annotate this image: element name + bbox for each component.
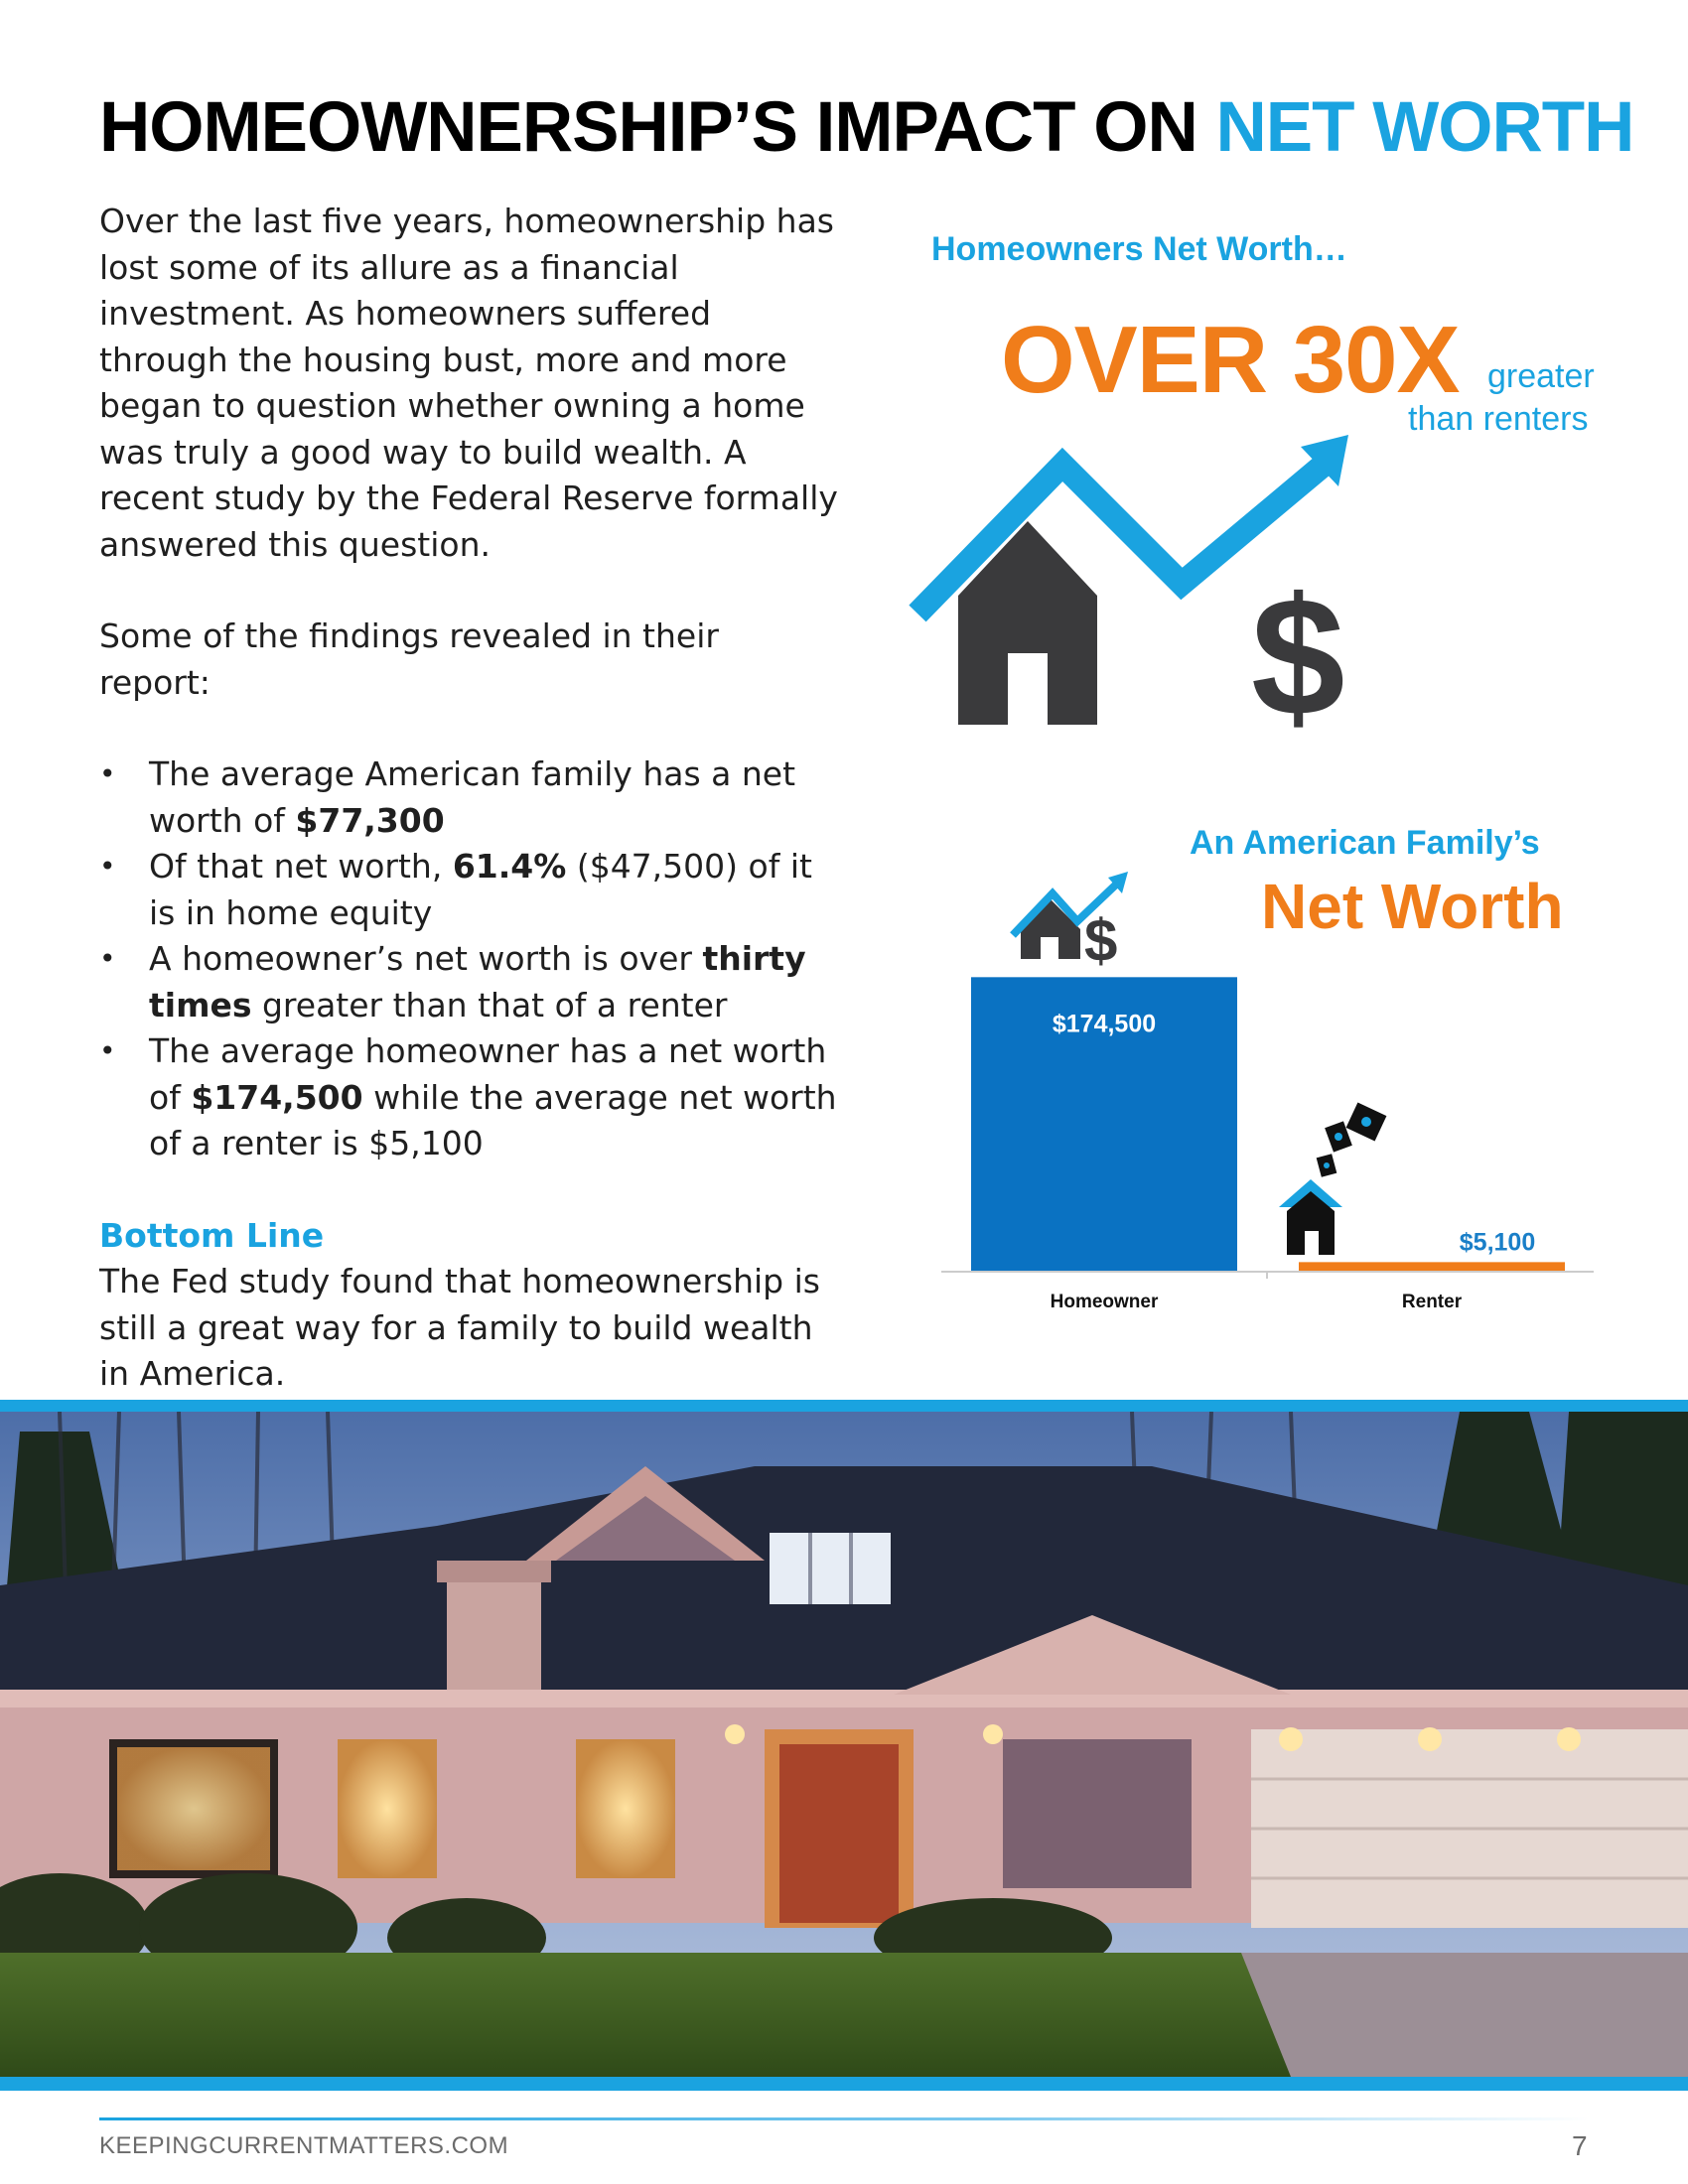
chart-title-line2: Net Worth (1261, 871, 1564, 942)
infographic-greater: greater (1487, 357, 1595, 395)
photo-top-band (0, 1400, 1688, 1412)
page-number: 7 (1572, 2130, 1588, 2161)
intro-paragraph: Over the last five years, homeownership has lost some of its allure as a financial investment. As homeowners suffered through the housing bust, more and more began to question whether owning a home was truly a good way to build wealth. A recent study by the Federal Reserve formally answered this question. (99, 202, 838, 564)
house-growth-icon (904, 417, 1618, 735)
bar-renter (1299, 1262, 1565, 1271)
list-item: • The average American family has a net worth of $77,300 (99, 751, 839, 844)
findings-list (99, 751, 839, 1167)
bar-value-label: $5,100 (1459, 1228, 1536, 1257)
title-accent: NET WORTH (1215, 88, 1634, 167)
list-item: • The average homeowner has a net worth of $174,500 while the average net worth of a renter is $5,100 (99, 1028, 839, 1167)
dollar-icon: $ (1251, 563, 1345, 735)
svg-text:$: $ (1084, 907, 1118, 974)
bottom-line-heading: Bottom Line (99, 1215, 325, 1255)
x-tick-label: Homeowner (1050, 1292, 1159, 1312)
bar-value-label: $174,500 (1052, 1010, 1157, 1038)
footer-rule (99, 2117, 1589, 2120)
bullet-dot: • (99, 850, 116, 883)
house-photo (0, 1412, 1688, 2077)
bullet-dot: • (99, 1034, 116, 1067)
net-worth-chart (933, 814, 1628, 1330)
bullet-dot: • (99, 757, 116, 790)
article-body (99, 199, 839, 1398)
footer-site: KEEPINGCURRENTMATTERS.COM (99, 2132, 509, 2159)
infographic-than-renters: than renters (1408, 400, 1589, 438)
homeowner-house-icon (1013, 872, 1128, 974)
bullet-dot: • (99, 942, 116, 975)
photo-bottom-band (0, 2077, 1688, 2091)
renter-house-icon (1279, 1103, 1386, 1255)
x-tick-label: Renter (1401, 1292, 1463, 1312)
chart-title-line1: An American Family’s (1190, 824, 1540, 862)
infographic-big-number: OVER 30X (1001, 307, 1460, 413)
list-item: • A homeowner’s net worth is over thirty times greater than that of a renter (99, 936, 839, 1028)
page-title (99, 87, 1634, 168)
bar-chart (933, 814, 1628, 1330)
title-main: HOMEOWNERSHIP’S IMPACT ON (99, 88, 1216, 167)
bottom-line-text: The Fed study found that homeownership is still a great way for a family to build wealth in America. (99, 1262, 820, 1393)
net-worth-infographic (904, 218, 1618, 735)
list-item: • Of that net worth, 61.4% ($47,500) of it is in home equity (99, 844, 839, 936)
findings-intro: Some of the findings revealed in their report: (99, 616, 719, 702)
infographic-heading: Homeowners Net Worth… (931, 230, 1347, 268)
